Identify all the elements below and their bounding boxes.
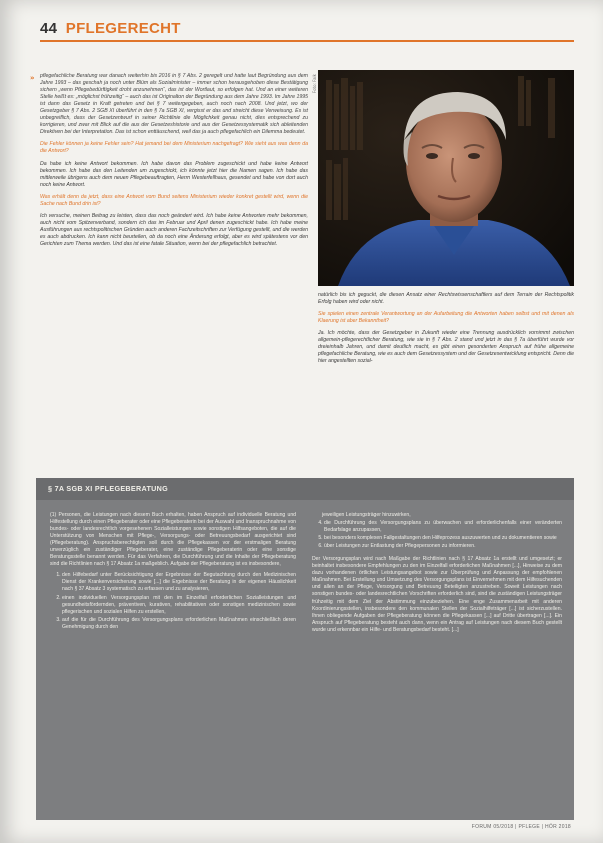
list-item: 4. die Durchführung des Versorgungsplans zu überwachen und erforderlichenfalls einer veränderten Bedarfslage anzupassen, — [324, 520, 562, 534]
law-box-header — [36, 478, 574, 500]
continuation-arrows-icon: » — [30, 74, 35, 82]
list-item: 6. über Leistungen zur Entlastung der Pflegepersonen zu informieren. — [324, 543, 562, 550]
continuation-paragraph: pflegefachliche Beratung war danach weiterhin bis 2016 in § 7 Abs. 2 geregelt und hatte laut Begründung aus dem Jahre 1993 – das geschah ja noch unter Blüm als Sozialminister – immer schon herausgehoben diese Bestätigung sichern „wenn Pflegebedürftigkeit droht anzunehmen“, das ist der Wortlaut, so erfolgen hat. Und an einer weiteren Stelle heißt es: „möglichst frühzeitig“ – auch das ist Originalton der Begründung aus dem Jahre 1993. Im Jahre 1995 ist dann das Gesetz in Kraft getreten und bei § 7 weitergegeben, auch noch nach 2008. Und jetzt, wo der Gesetzgeber § 7 Abs. 2 SGB XI überführt in den § 7a SGB XI, vergisst er das und streicht diese Verweisung. Es ist unbegreiflich, dass der Gesetzentwurf in seiner Richtlinie die Möglichkeit genau nicht, dies entsprechend zu korrigieren, und zwar mit Blick auf die aus der Gesetzeshistorie und aus der Gesetzessystematik sich ableitenden Direktiven bei der Interpretation. Das ist schon enttäuschend, weil das ja auch pflegefachlich ein Dilemma bedeutet. — [40, 73, 308, 136]
law-box-right-column — [312, 512, 562, 638]
law-text-box — [36, 478, 574, 820]
page-header — [40, 20, 181, 37]
list-item: 3. auf die für die Durchführung des Versorgungsplans erforderlichen Maßnahmen einschließlich deren Genehmigung durch den — [62, 617, 296, 631]
right-text-column — [318, 292, 574, 370]
interview-answer-1: Da habe ich keine Antwort bekommen. Ich habe davon das Problem zugeschickt und habe keine Antwort bekommen. Ich habe das den Leitenden um zugeschickt, ich könnte jetzt hier die Namen sagen. Ich habe das mittlerweile übrigens auch dem neuen Pflegebeauftragten, Herrn Westerfellhaus, gesendet und habe von dort auch noch keine Antwort. — [40, 160, 308, 188]
list-item: jeweiligen Leistungsträger hinzuwirken, — [322, 512, 411, 518]
law-box-left-column — [50, 512, 296, 632]
page-number: 44 — [40, 20, 58, 37]
law-paragraph-2: Der Versorgungsplan wird nach Maßgabe der Richtlinien nach § 17 Absatz 1a erstellt und umgesetzt; er beinhaltet insbesondere Empfehlungen zu den im Einzelfall erforderlichen Maßnahmen [...], Hinweise zu dem dazu vorhandenen örtlichen Leistungsangebot sowie zur Überprüfung und Anpassung der empfohlenen Maßnahmen. Bei Erstellung und Umsetzung des Versorgungsplans ist Einvernehmen mit dem Hilfesuchenden und allen an der Pflege, Versorgung und Betreuung Beteiligten anzustreben. Soweit Leistungen nach sonstigen bundes- oder landesrechtlichen Vorschriften erforderlich sind, sind die zuständigen Leistungsträger frühzeitig mit dem Ziel der Abstimmung einzubeziehen. Eine enge Zusammenarbeit mit anderen Koordinierungsstellen, insbesondere den kommunalen Stellen der Sozialhilfeträger [...] ist sicherzustellen. Ihnen obliegende Aufgaben der Pflegeberatung können die Pflegekassen [...] auf Dritte übertragen [...]. Ein Anspruch auf Pflegeberatung besteht auch dann, wenn ein Antrag auf Leistungen nach diesem Buch gestellt wurde und erkennbar ein Hilfe- und Beratungsbedarf besteht. [...] — [312, 556, 562, 633]
list-item: 5. bei besonders komplexen Fallgestaltungen den Hilfeprozess auszuwerten und zu dokumentieren sowie — [324, 535, 562, 542]
interview-answer-3: Ja. Ich möchte, dass der Gesetzgeber in Zukunft wieder eine Trennung ausdrücklich vornimmt zwischen allgemein-pflegerechtlicher Beratung, wie sie in § 7 Abs. 2 stand und jetzt in das § 7a überführt wurde vor dreieinhalb Jahren, und damit deutlich macht, es gibt einen gesonderten Anspruch auf frühe allgemeine pflegefachliche Beratung, wie es auch dem Gesetzessystem und der Gesetzesentwicklung entspricht. Denn die hier angestellten sozial- — [318, 330, 574, 365]
law-list-right-cont — [312, 520, 562, 550]
portrait-image — [318, 70, 574, 286]
right-continuation: natürlich bis ich geguckt, die diesen Ansatz einer Rechtswissenschaftlers auf dem Terrain der Rechtspolitik Erfolg haben wird oder nicht. — [318, 292, 574, 306]
photo-credit: Foto: Falk — [312, 74, 317, 94]
interview-question-1: Die Fehler können ja keine Fehler sein? Hat jemand bei dem Ministerium nachgefragt? Wie sieht aus was denn da die Antwort? — [40, 141, 308, 155]
page-footer: FORUM 05/2018 | PFLEGE | HÖR 2018 — [471, 824, 571, 830]
interview-question-2: Was erhält denn da jetzt, dass eine Antwort vom Bund seitens Ministerium wieder konkret gestellt wird, wenn die Sache nach Bund drin ist? — [40, 193, 308, 207]
section-title: PFLEGERECHT — [65, 20, 181, 37]
interview-answer-2: Ich versuche, meinen Beitrag zu leisten, dass das noch geändert wird. Ich habe keine Antworten mehr bekommen, auch nicht vom Spitzenverband, sondern ich das im Februar und April denen zugeschickt habe. Ich habe meine Ausführungen aus rechtspolitischen Gründen auch anderen Fachzeitschriften zur Verfügung gestellt, und die werden es auch abdrucken. Ich kann nicht beurteilen, ob da noch eine Änderung erfolgt, aber es wird spätestens vor den Gerichten zum Thema werden. Und das ist eine fatale Situation, wenn bei der pflegefachlich betrachtet. — [40, 212, 308, 247]
interview-question-3: Sie spielen einen zentrale Verantwortung an der Aufarbeitung die Antworten haben selbst und mit denen als Klaerung ist aber Bekanntheit? — [318, 311, 574, 325]
header-rule — [40, 40, 574, 42]
list-item: 2. einen individuellen Versorgungsplan mit den im Einzelfall erforderlichen Sozialleistungen und gesundheitsfördernden, präventiven, kurativen, rehabilitativen oder sonstigen medizinischen sowie pflegerischen und sozialen Hilfen zu erstellen, — [62, 595, 296, 616]
left-text-column — [40, 73, 308, 253]
portrait-photo — [318, 70, 574, 286]
list-item: 1. den Hilfebedarf unter Berücksichtigung der Ergebnisse der Begutachtung durch den Medizinischen Dienst der Krankenversicherung sowie [...] die Ergebnisse der Beratung in der eigenen Häuslichkeit nach § 37 Absatz 3 systematisch zu erfassen und zu analysieren, — [62, 572, 296, 593]
law-list-left — [50, 572, 296, 630]
law-paragraph-1: (1) Personen, die Leistungen nach diesem Buch erhalten, haben Anspruch auf individuelle Beratung und Hilfestellung durch einen Pflegeberater oder eine Pflegeberaterin bei der Auswahl und Inanspruchnahme von bundes- oder landesrechtlich vorgesehenen Sozialleistungen sowie sonstigen Hilfsangeboten, die auf die Unterstützung von Menschen mit Pflege-, Versorgungs- oder Betreuungsbedarf ausgerichtet sind (Pflegeberatung). Anspruchsberechtigten soll durch die Pflegekassen vor der erstmaligen Beratung unverzüglich ein zuständiger Pflegeberater, eine zuständige Pflegeberaterin oder eine sonstige Beratungsstelle benannt werden. Für das Verfahren, die Durchführung und die Inhalte der Pflegeberatung sind die Richtlinien nach § 17 Absatz 1a maßgeblich. Aufgabe der Pflegeberatung ist es insbesondere, — [50, 512, 296, 568]
law-list-right — [312, 512, 562, 519]
law-box-title: § 7A SGB XI PFLEGEBERATUNG — [48, 484, 169, 493]
